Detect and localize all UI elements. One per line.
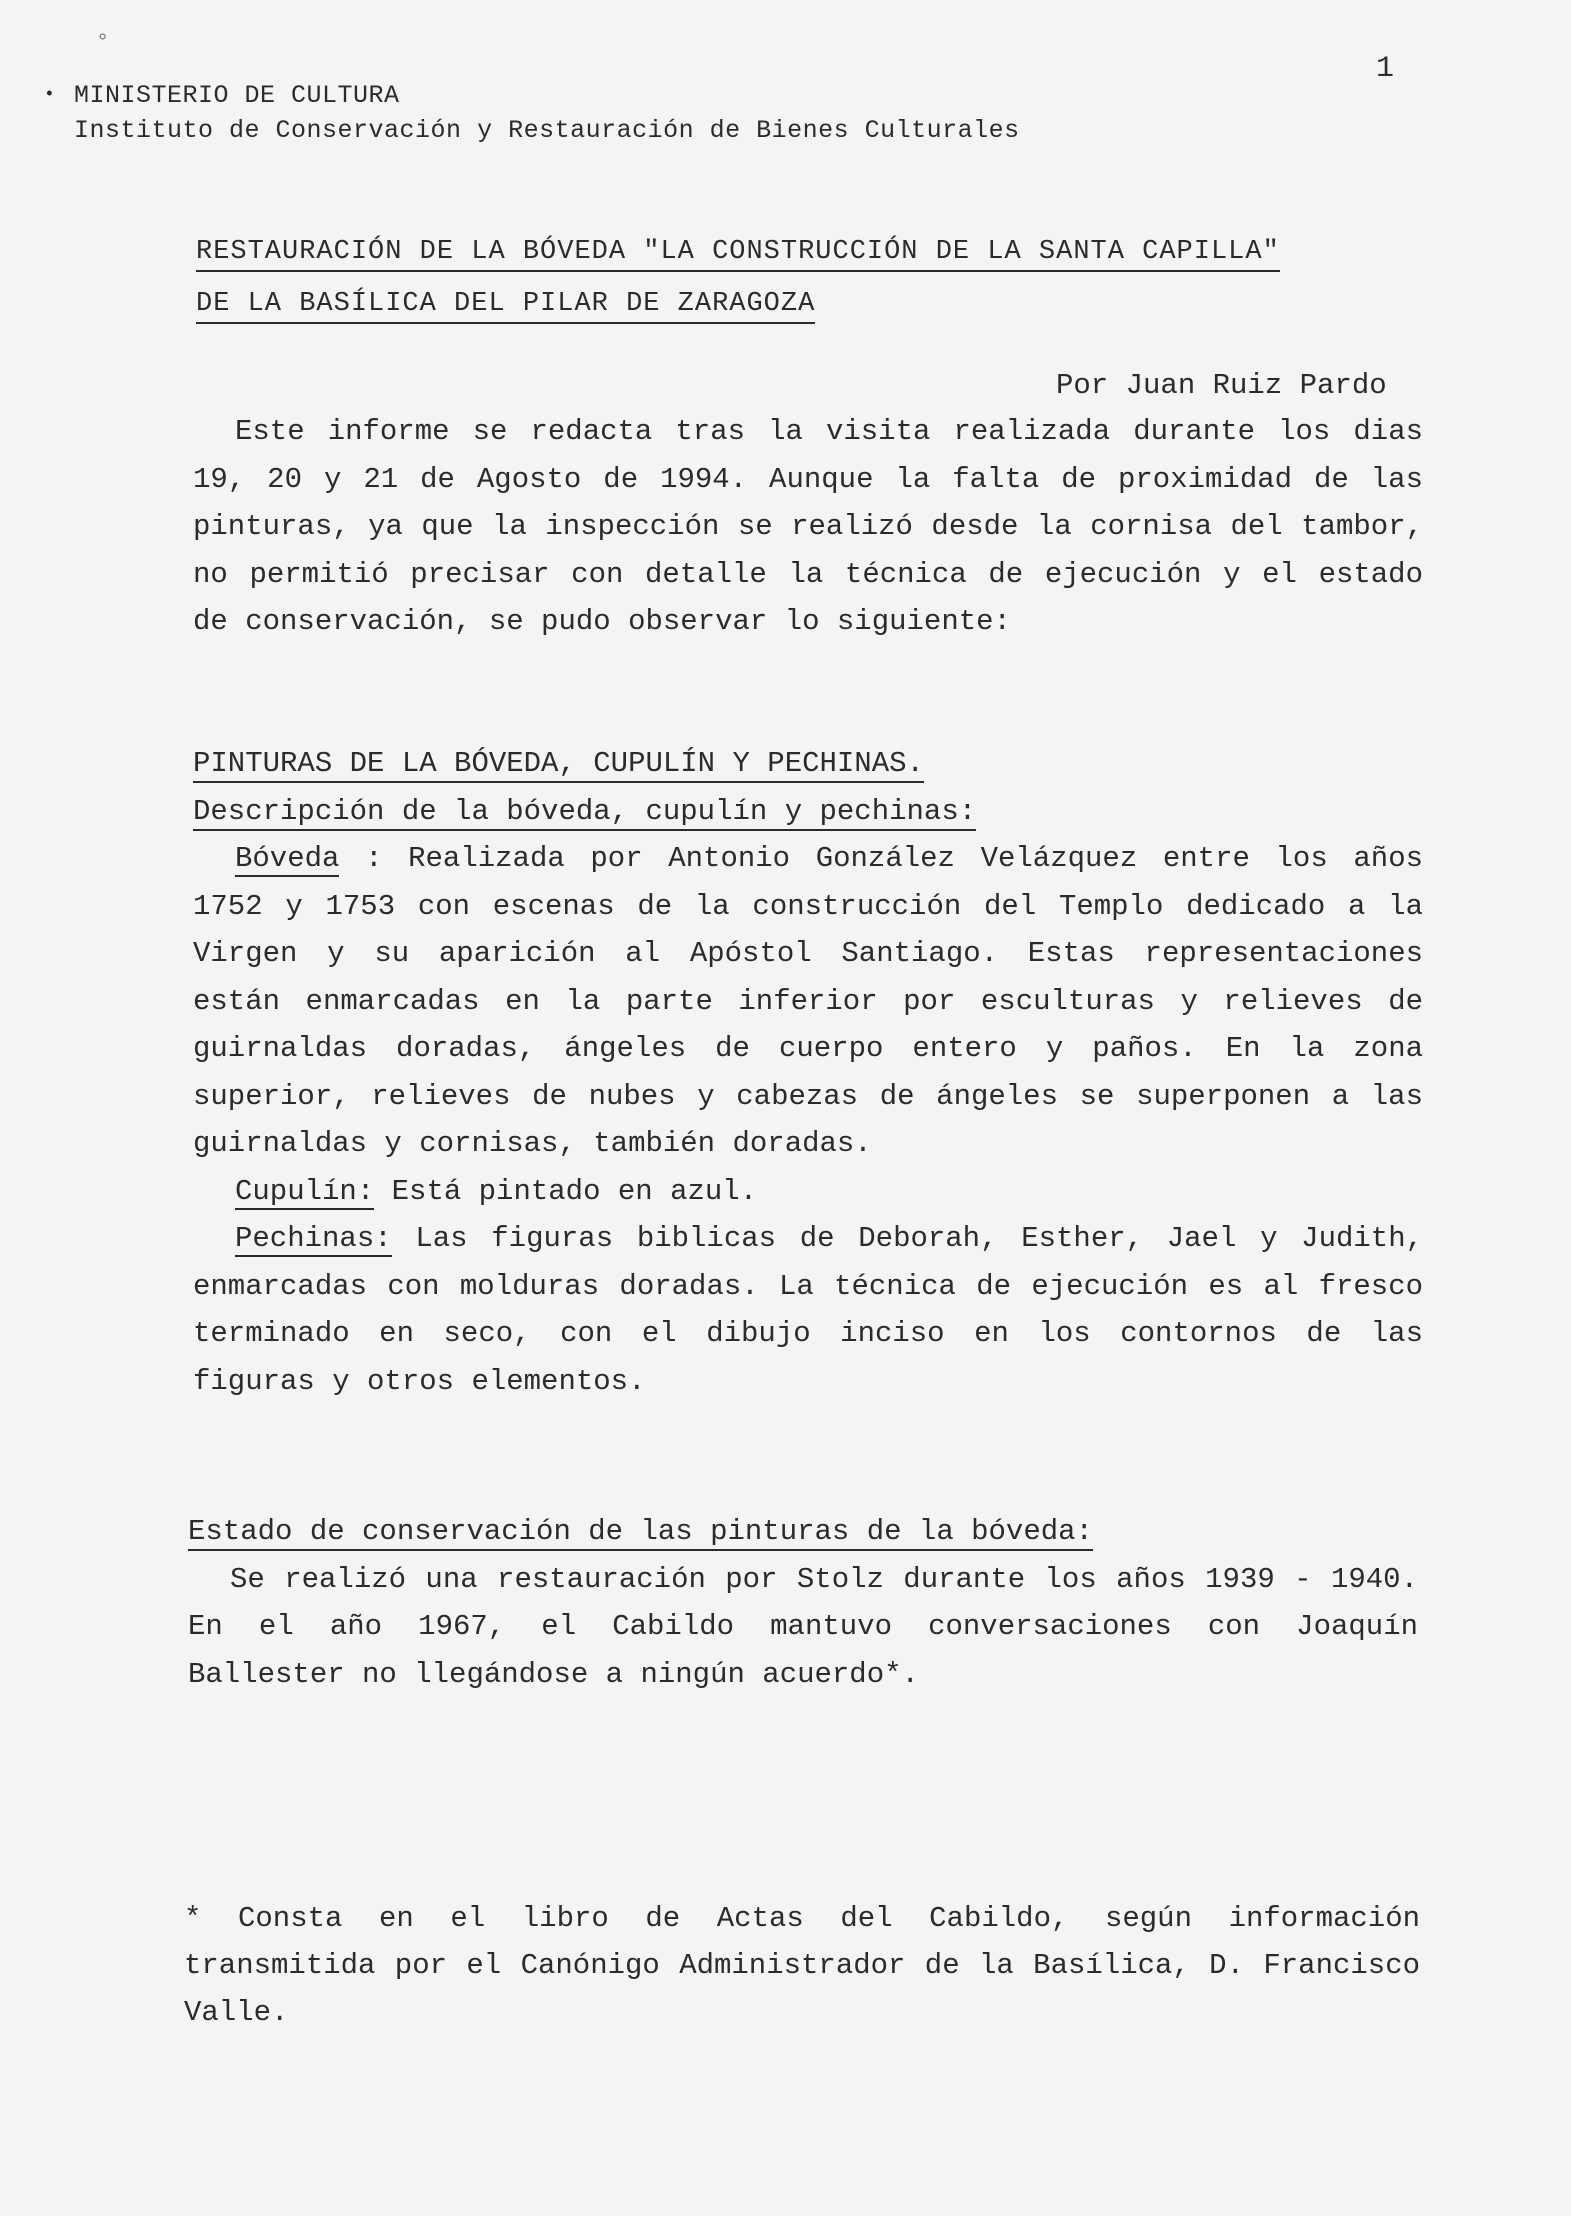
letterhead bbox=[44, 78, 1020, 148]
footnote: * Consta en el libro de Actas del Cabildo, según información transmitida por el Canónigo Administrador de la Basílica, D. Francisco Valle. bbox=[184, 1902, 1420, 2029]
author-line: Por Juan Ruiz Pardo bbox=[1056, 369, 1387, 402]
boveda-separator: : bbox=[339, 842, 409, 875]
section-description bbox=[193, 740, 1423, 1405]
pechinas-text: Las figuras biblicas de Deborah, Esther, Jael y Judith, enmarcadas con molduras doradas. La técnica de ejecución es al fresco terminado en seco, con el dibujo inciso en los contornos de las figuras y otros elementos. bbox=[193, 1222, 1424, 1398]
pechinas-label: Pechinas: bbox=[235, 1222, 392, 1255]
cupulin-paragraph bbox=[193, 1168, 1423, 1216]
boveda-text: Realizada por Antonio González Velázquez entre los años 1752 y 1753 con escenas de la construcción del Templo dedicado a la Virgen y su aparición al Apóstol Santiago. Estas representaciones están enmarcadas en la parte inferior por esculturas y relieves de guirnaldas doradas, ángeles de cuerpo entero y paños. En la zona superior, relieves de nubes y cabezas de ángeles se superponen a las guirnaldas y cornisas, también doradas. bbox=[193, 842, 1423, 1160]
section-heading-pinturas: PINTURAS DE LA BÓVEDA, CUPULÍN Y PECHINAS. bbox=[193, 747, 924, 783]
title-line-1: RESTAURACIÓN DE LA BÓVEDA "LA CONSTRUCCIÓN DE LA SANTA CAPILLA" bbox=[196, 236, 1280, 272]
cupulin-label: Cupulín: bbox=[235, 1174, 375, 1208]
title-line-2: DE LA BASÍLICA DEL PILAR DE ZARAGOZA bbox=[196, 288, 815, 324]
intro-paragraph: Este informe se redacta tras la visita realizada durante los dias 19, 20 y 21 de Agosto de 1994. Aunque la falta de proximidad de las pinturas, ya que la inspección se realizó desde la cornisa del tambor, no permitió precisar con detalle la técnica de ejecución y el estado de conservación, se pudo observar lo siguiente: bbox=[193, 415, 1423, 638]
boveda-label: Bóveda bbox=[235, 842, 340, 875]
section-conservation bbox=[188, 1508, 1418, 1698]
pechinas-paragraph bbox=[193, 1215, 1423, 1405]
subheading-descripcion: Descripción de la bóveda, cupulín y pechinas: bbox=[193, 795, 976, 831]
boveda-paragraph bbox=[193, 835, 1423, 1168]
page-number: 1 bbox=[1376, 52, 1395, 86]
paper-speck: ° bbox=[96, 30, 110, 55]
cupulin-text: Está pintado en azul. bbox=[391, 1174, 758, 1208]
ministry-name: MINISTERIO DE CULTURA bbox=[74, 81, 400, 110]
institute-name: Instituto de Conservación y Restauración de Bienes Culturales bbox=[74, 116, 1020, 145]
document-title bbox=[196, 226, 1280, 330]
section-heading-estado: Estado de conservación de las pinturas de la bóveda: bbox=[188, 1515, 1093, 1551]
bullet-mark: • bbox=[44, 85, 56, 105]
conservation-paragraph: Se realizó una restauración por Stolz durante los años 1939 - 1940. En el año 1967, el Cabildo mantuvo conversaciones con Joaquín Ballester no llegándose a ningún acuerdo*. bbox=[188, 1562, 1418, 1691]
